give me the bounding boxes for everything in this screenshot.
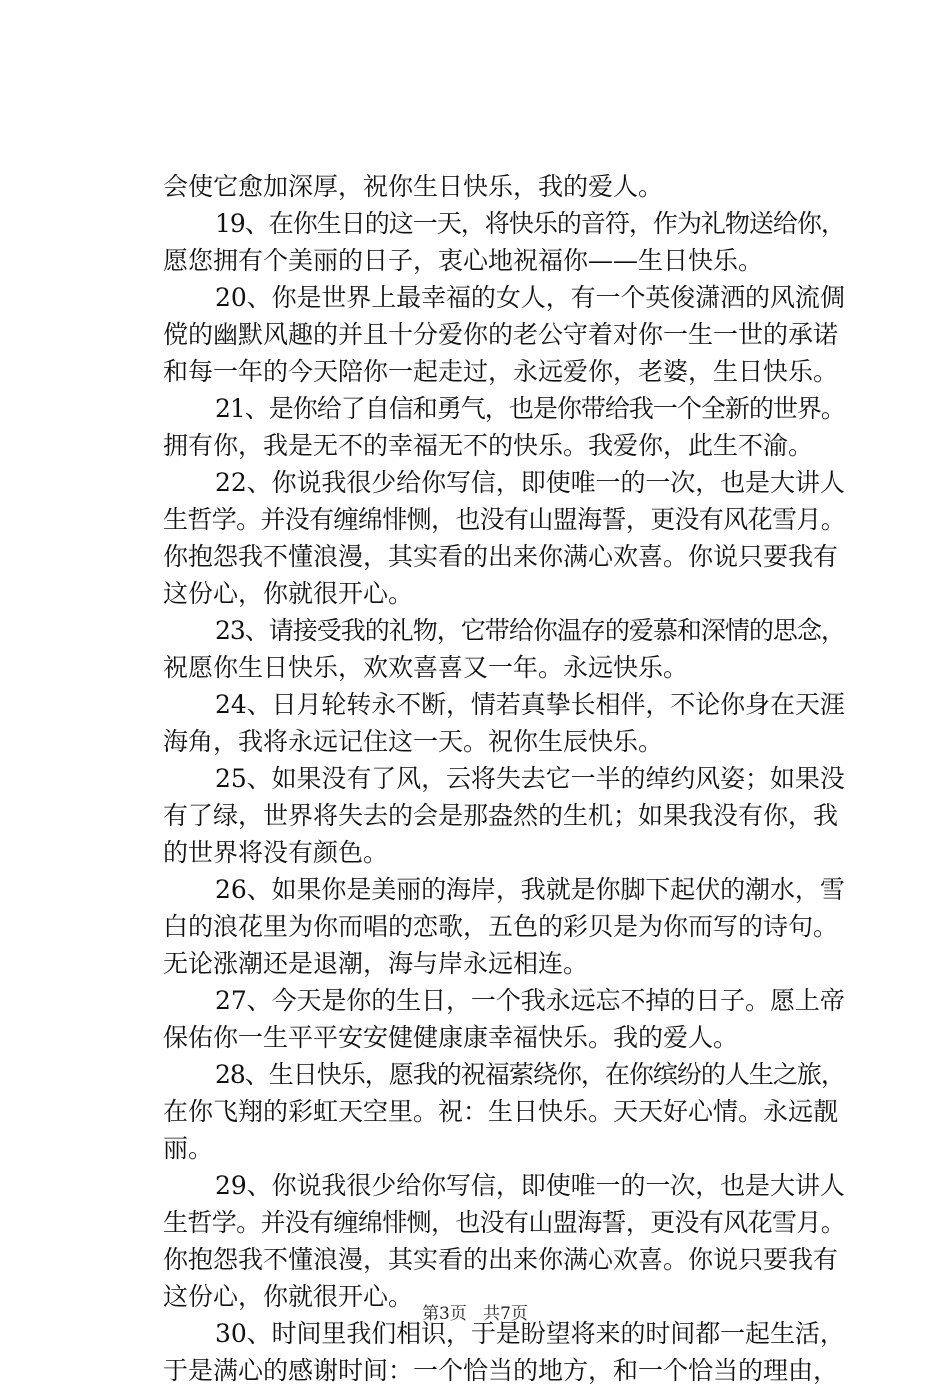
document-body (163, 168, 845, 1389)
text-line: 保佑你一生平平安安健健康康幸福快乐。我的爱人。 (163, 1023, 739, 1052)
text-line: 祝愿你生日快乐，欢欢喜喜又一年。永远快乐。 (163, 653, 689, 682)
text-line: 在你飞翔的彩虹天空里。祝：生日快乐。天天好心情。永远靓 (163, 1097, 839, 1126)
text-line: 这份心，你就很开心。 (163, 1282, 414, 1311)
text-line: 21、是你给了自信和勇气，也是你带给我一个全新的世界。 (215, 394, 845, 423)
text-line: 的世界将没有颜色。 (163, 838, 389, 867)
page-total: 共7页 (483, 1304, 528, 1324)
text-line: 24、日月轮转永不断，情若真挚长相伴，不论你身在天涯 (215, 690, 845, 719)
text-line: 28、生日快乐，愿我的祝福萦绕你，在你缤纷的人生之旅， (215, 1060, 845, 1089)
text-line: 你抱怨我不懂浪漫，其实看的出来你满心欢喜。你说只要我有 (163, 542, 839, 571)
text-line: 30、时间里我们相识，于是盼望将来的时间都一起生活， (215, 1319, 845, 1348)
text-line: 生哲学。并没有缠绵悱恻，也没有山盟海誓，更没有风花雪月。 (163, 1208, 846, 1237)
text-line: 愿您拥有个美丽的日子，衷心地祝福你——生日快乐。 (163, 246, 764, 275)
page-footer (0, 1304, 950, 1324)
text-line: 拥有你，我是无不的幸福无不的快乐。我爱你，此生不渝。 (163, 431, 814, 460)
text-line: 会使它愈加深厚，祝你生日快乐，我的爱人。 (163, 172, 664, 201)
text-line: 26、如果你是美丽的海岸，我就是你脚下起伏的潮水，雪 (215, 875, 845, 904)
text-line: 丽。 (163, 1134, 214, 1163)
text-line: 27、今天是你的生日，一个我永远忘不掉的日子。愿上帝 (215, 986, 845, 1015)
text-line: 海角，我将永远记住这一天。祝你生辰快乐。 (163, 727, 664, 756)
text-line: 22、你说我很少给你写信，即使唯一的一次，也是大讲人 (215, 468, 845, 497)
text-line: 和每一年的今天陪你一起走过，永远爱你，老婆，生日快乐。 (163, 357, 839, 386)
text-line: 23、请接受我的礼物，它带给你温存的爱慕和深情的思念， (215, 616, 845, 645)
text-line: 有了绿，世界将失去的会是那盎然的生机；如果我没有你，我 (163, 801, 839, 830)
text-line: 白的浪花里为你而唱的恋歌，五色的彩贝是为你而写的诗句。 (163, 912, 839, 941)
text-line: 20、你是世界上最幸福的女人，有一个英俊潇洒的风流倜 (215, 283, 845, 312)
text-line: 于是满心的感谢时间：一个恰当的地方，和一个恰当的理由， (163, 1356, 839, 1385)
text-line: 你抱怨我不懂浪漫，其实看的出来你满心欢喜。你说只要我有 (163, 1245, 839, 1274)
text-line: 生哲学。并没有缠绵悱恻，也没有山盟海誓，更没有风花雪月。 (163, 505, 846, 534)
text-line: 25、如果没有了风，云将失去它一半的绰约风姿；如果没 (215, 764, 845, 793)
text-line: 这份心，你就很开心。 (163, 579, 414, 608)
page-number: 第3页 (422, 1304, 467, 1324)
text-line: 傥的幽默风趣的并且十分爱你的老公守着对你一生一世的承诺 (163, 320, 839, 349)
text-line: 无论涨潮还是退潮，海与岸永远相连。 (163, 949, 589, 978)
text-line: 19、在你生日的这一天，将快乐的音符，作为礼物送给你， (215, 209, 845, 238)
text-line: 29、你说我很少给你写信，即使唯一的一次，也是大讲人 (215, 1171, 845, 1200)
